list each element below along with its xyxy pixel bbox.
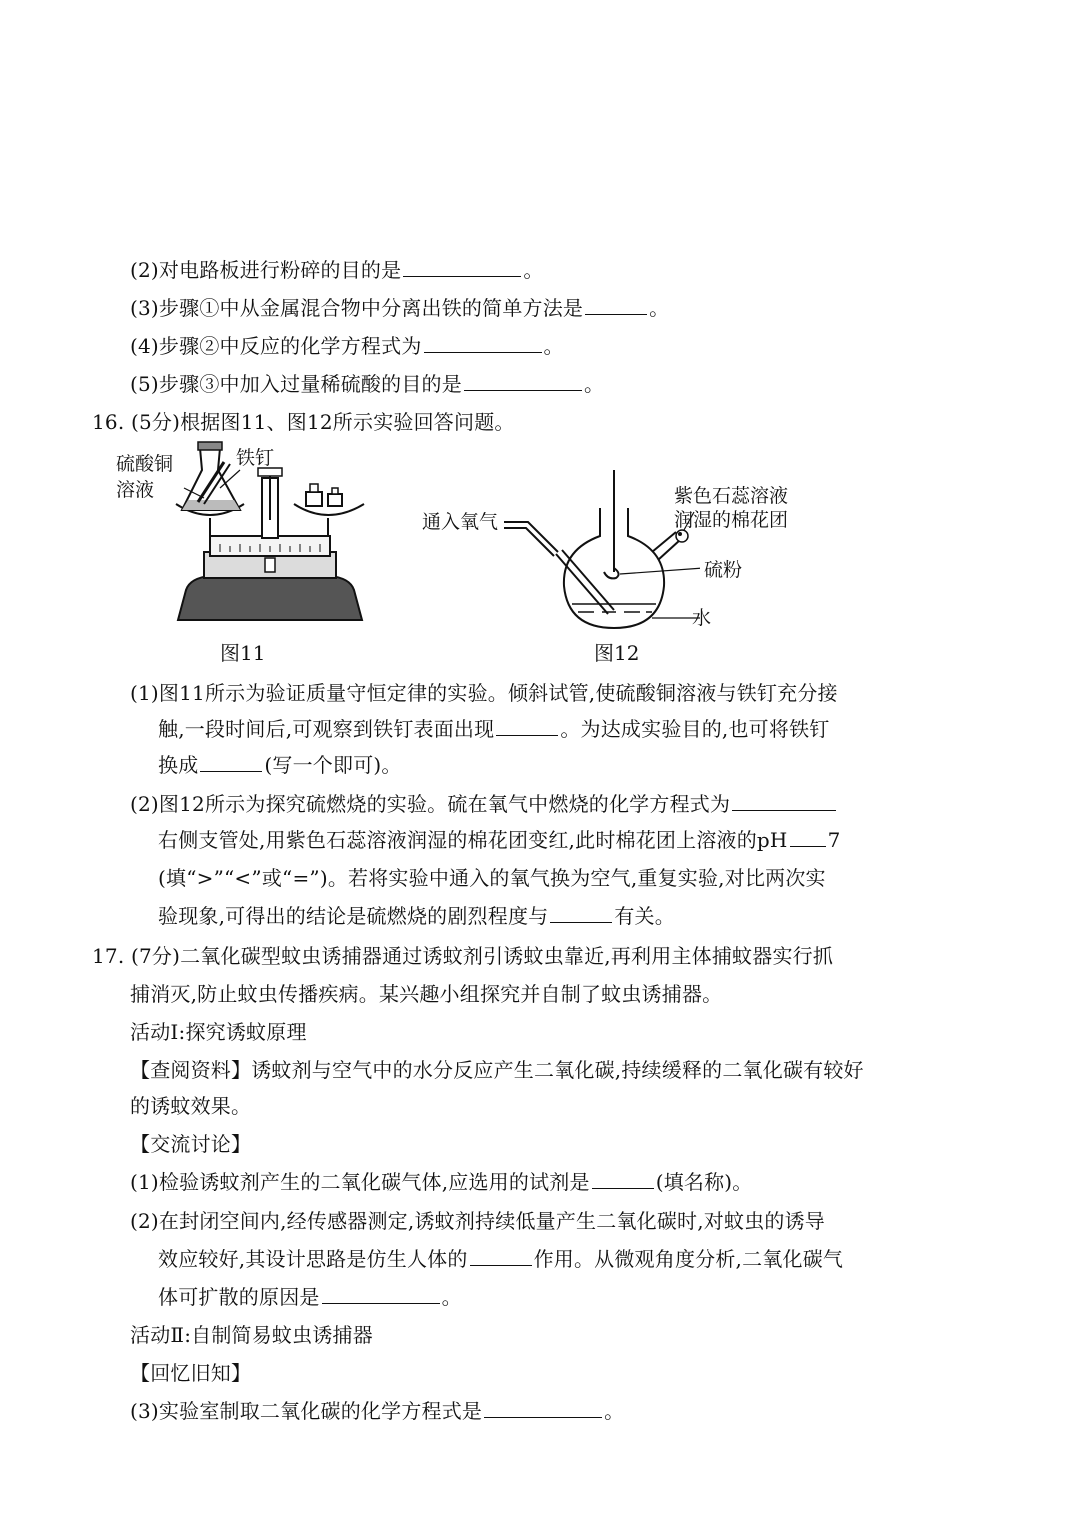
- label-sulfur-powder: 硫粉: [704, 559, 743, 581]
- label-water: 水: [692, 607, 712, 629]
- answer-blank[interactable]: [592, 1170, 654, 1189]
- figure-11-caption: 图11: [220, 641, 266, 665]
- answer-blank[interactable]: [585, 296, 647, 315]
- q16-sub2-line1: (2)图12所示为探究硫燃烧的实验。硫在氧气中燃烧的化学方程式为: [130, 790, 838, 818]
- q16-sub1-line2: 触,一段时间后,可观察到铁钉表面出现 。为达成实验目的,也可将铁钉: [158, 717, 830, 741]
- answer-blank[interactable]: [464, 372, 582, 391]
- q16-sub2-line4: 验现象,可得出的结论是硫燃烧的剧烈程度与 有关。: [158, 904, 675, 928]
- reference-line2: 的诱蚊效果。: [130, 1094, 252, 1118]
- q16-sub1-line3: 换成 (写一个即可)。: [158, 753, 402, 777]
- label-copper-sulfate-1: 硫酸铜: [116, 453, 174, 475]
- question-17-line1: 17. (7分)二氧化碳型蚊虫诱捕器通过诱蚊剂引诱蚊虫靠近,再利用主体捕蚊器实行抓: [92, 944, 834, 968]
- q15-sub3: (3)步骤①中从金属混合物中分离出铁的简单方法是 。: [130, 296, 670, 320]
- figure-12-flask-diagram: [490, 468, 700, 638]
- recall-heading: 【回忆旧知】: [130, 1361, 252, 1385]
- label-litmus-cotton-1: 紫色石蕊溶液: [674, 485, 789, 507]
- q16-sub1-line1: (1)图11所示为验证质量守恒定律的实验。倾斜试管,使硫酸铜溶液与铁钉充分接: [130, 681, 838, 705]
- q17-sub3: (3)实验室制取二氧化碳的化学方程式是 。: [130, 1399, 625, 1423]
- q17-sub2-line3: 体可扩散的原因是 。: [158, 1285, 462, 1309]
- q15-sub4: (4)步骤②中反应的化学方程式为 。: [130, 334, 564, 358]
- q16-sub2-line2: 右侧支管处,用紫色石蕊溶液润湿的棉花团变红,此时棉花团上溶液的pH 7: [158, 828, 841, 852]
- answer-blank[interactable]: [322, 1285, 440, 1304]
- label-copper-sulfate-2: 溶液: [116, 479, 155, 501]
- answer-blank[interactable]: [403, 258, 521, 277]
- answer-blank[interactable]: [470, 1247, 532, 1266]
- reference-line1: 【查阅资料】诱蚊剂与空气中的水分反应产生二氧化碳,持续缓释的二氧化碳有较好: [130, 1058, 864, 1082]
- q17-sub2-line1: (2)在封闭空间内,经传感器测定,诱蚊剂持续低量产生二氧化碳时,对蚊虫的诱导: [130, 1209, 826, 1233]
- q16-sub2-line3: (填“>”“<”或“=”)。若将实验中通入的氧气换为空气,重复实验,对比两次实: [158, 866, 826, 890]
- activity-2-heading: 活动Ⅱ:自制简易蚊虫诱捕器: [130, 1323, 373, 1347]
- answer-blank[interactable]: [424, 334, 542, 353]
- label-iron-nail: 铁钉: [236, 447, 275, 469]
- label-oxygen-inlet: 通入氧气: [422, 511, 499, 533]
- figure-12-caption: 图12: [594, 641, 640, 665]
- answer-blank[interactable]: [200, 753, 262, 772]
- discussion-heading: 【交流讨论】: [130, 1132, 252, 1156]
- answer-blank[interactable]: [484, 1399, 602, 1418]
- activity-1-heading: 活动Ⅰ:探究诱蚊原理: [130, 1020, 307, 1044]
- label-litmus-cotton-2: 润湿的棉花团: [674, 509, 789, 531]
- answer-blank[interactable]: [550, 904, 612, 923]
- q17-sub1: (1)检验诱蚊剂产生的二氧化碳气体,应选用的试剂是 (填名称)。: [130, 1170, 753, 1194]
- question-17-line2: 捕消灭,防止蚊虫传播疾病。某兴趣小组探究并自制了蚊虫诱捕器。: [130, 982, 723, 1006]
- q15-sub5: (5)步骤③中加入过量稀硫酸的目的是 。: [130, 372, 605, 396]
- answer-blank[interactable]: [732, 792, 836, 811]
- q17-sub2-line2: 效应较好,其设计思路是仿生人体的 作用。从微观角度分析,二氧化碳气: [158, 1247, 844, 1271]
- answer-blank[interactable]: [790, 828, 826, 847]
- answer-blank[interactable]: [496, 717, 558, 736]
- q15-sub2: (2)对电路板进行粉碎的目的是 。: [130, 258, 544, 282]
- question-16-title: 16. (5分)根据图11、图12所示实验回答问题。: [92, 410, 515, 434]
